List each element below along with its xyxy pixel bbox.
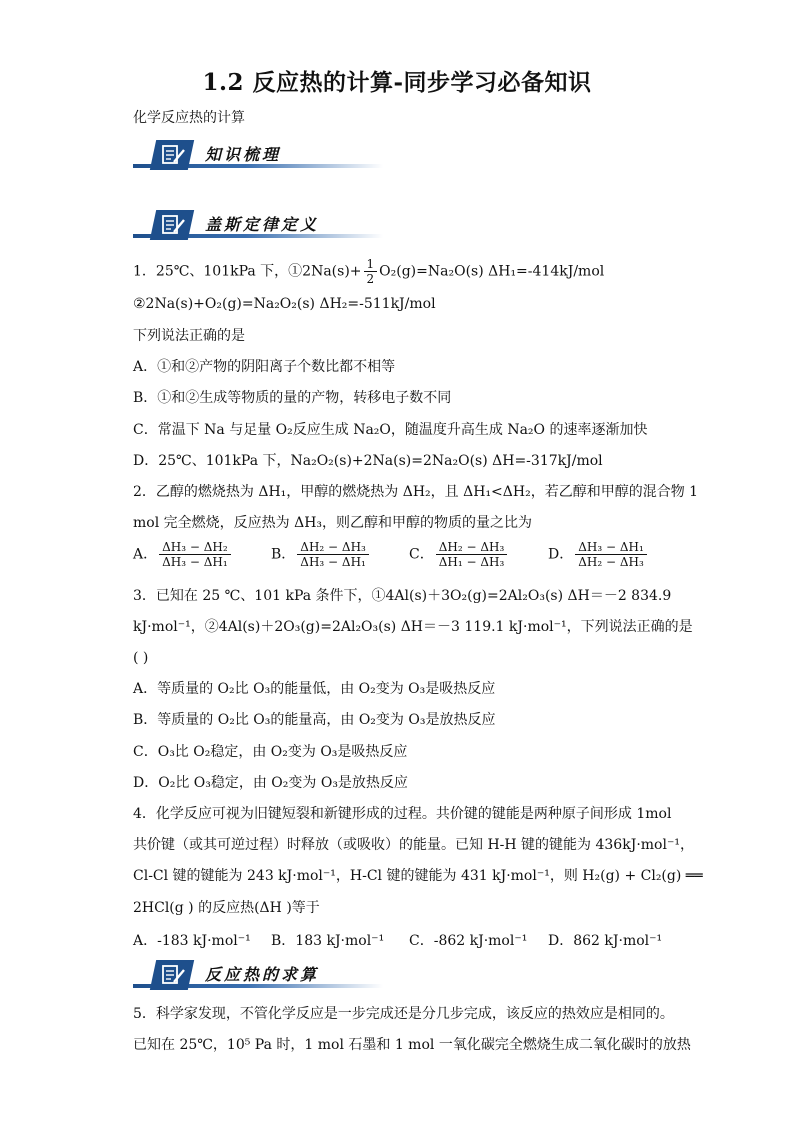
q2-line-1: 2．乙醇的燃烧热为 ΔH₁，甲醇的燃烧热为 ΔH₂，且 ΔH₁<ΔH₂，若乙醇和甲醇的混合物 1 [133, 484, 699, 500]
q3-line-2: kJ·mol⁻¹，②4Al(s)＋2O₃(g)=2Al₂O₃(s) ΔH＝－3 119.1 kJ·mol⁻¹，下列说法正确的是 [133, 619, 693, 635]
q1-option-c: C．常温下 Na 与足量 O₂反应生成 Na₂O，随温度升高生成 Na₂O 的速率逐渐加快 [133, 422, 648, 438]
q3-option-c: C．O₃比 O₂稳定，由 O₂变为 O₃是吸热反应 [133, 744, 408, 760]
q1-equation-2: ②2Na(s)+O₂(g)=Na₂O₂(s) ΔH₂=-511kJ/mol [133, 296, 436, 312]
q2-option-a [133, 540, 233, 569]
q2-option-b [271, 540, 371, 569]
section-banner-knowledge [133, 140, 383, 174]
q2-line-2: mol 完全燃烧，反应热为 ΔH₃，则乙醇和甲醇的物质的量之比为 [133, 515, 533, 531]
q3-line-1: 3．已知在 25 ℃、101 kPa 条件下，①4Al(s)＋3O₂(g)=2Al₂O₃(s) ΔH＝－2 834.9 [133, 588, 672, 604]
q3-option-b: B．等质量的 O₂比 O₃的能量高，由 O₂变为 O₃是放热反应 [133, 712, 496, 728]
q4-option-c: C．-862 kJ·mol⁻¹ [409, 933, 528, 949]
fraction-denominator: ΔH₂ − ΔH₃ [578, 555, 644, 569]
fraction-numerator: ΔH₃ − ΔH₁ [575, 540, 647, 555]
option-label: B． [271, 546, 296, 563]
option-label: C． [409, 546, 434, 563]
fraction-denominator: ΔH₁ − ΔH₃ [438, 555, 505, 569]
fraction [297, 540, 369, 569]
section-banner-reaction-heat [133, 960, 383, 994]
page-title: 1.2 反应热的计算-同步学习必备知识 [202, 69, 592, 96]
fraction-denominator: ΔH₃ − ΔH₁ [300, 555, 366, 569]
q1-equation-1-suffix: O₂(g)=Na₂O(s) ΔH₁=-414kJ/mol [379, 263, 605, 280]
q1-equation-1-prefix: 1．25℃、101kPa 下，①2Na(s)+ [133, 263, 362, 280]
q2-option-d [548, 540, 649, 569]
notepad-pencil-icon [157, 962, 189, 988]
option-label: A． [133, 546, 158, 563]
section-title: 盖斯定律定义 [205, 215, 320, 234]
q4-line-2: 共价键（或其可逆过程）时释放（或吸收）的能量。已知 H-H 键的键能为 436kJ·mol⁻¹， [133, 837, 694, 853]
option-label: D． [548, 546, 574, 563]
q1-option-b: B．①和②生成等物质的量的产物，转移电子数不同 [133, 390, 452, 406]
fraction-numerator: ΔH₃ − ΔH₂ [159, 540, 231, 555]
q1-line-1 [133, 257, 604, 286]
q4-line-4: 2HCl(g ) 的反应热(ΔH )等于 [133, 900, 320, 916]
fraction-numerator: ΔH₂ − ΔH₃ [436, 540, 508, 555]
q1-option-a: A．①和②产物的阴阳离子个数比都不相等 [133, 359, 396, 375]
section-title: 知识梳理 [205, 145, 282, 164]
fraction-denominator: ΔH₃ − ΔH₁ [162, 555, 228, 569]
q4-option-a: A．-183 kJ·mol⁻¹ [133, 933, 251, 949]
q2-option-c [409, 540, 509, 569]
fraction [364, 257, 378, 286]
q4-option-b: B．183 kJ·mol⁻¹ [271, 933, 385, 949]
page-subtitle: 化学反应热的计算 [133, 110, 245, 126]
q3-option-d: D．O₂比 O₃稳定，由 O₂变为 O₃是放热反应 [133, 775, 408, 791]
q1-option-d: D．25℃、101kPa 下，Na₂O₂(s)+2Na(s)=2Na₂O(s) ΔH=-317kJ/mol [133, 453, 603, 469]
fraction-denominator: 2 [366, 272, 375, 286]
section-banner-hess-law [133, 210, 383, 244]
fraction [159, 540, 231, 569]
q3-option-a: A．等质量的 O₂比 O₃的能量低，由 O₂变为 O₃是吸热反应 [133, 681, 496, 697]
q4-line-3: Cl-Cl 键的键能为 243 kJ·mol⁻¹，H-Cl 键的键能为 431 kJ·mol⁻¹，则 H₂(g) + Cl₂(g) ══ [133, 868, 703, 884]
q5-line-1: 5．科学家发现，不管化学反应是一步完成还是分几步完成，该反应的热效应是相同的。 [133, 1006, 674, 1022]
fraction-numerator: ΔH₂ − ΔH₃ [297, 540, 369, 555]
q5-line-2: 已知在 25℃，10⁵ Pa 时，1 mol 石墨和 1 mol 一氧化碳完全燃烧生成二氧化碳时的放热 [133, 1037, 691, 1053]
fraction-numerator: 1 [364, 257, 378, 272]
section-title: 反应热的求算 [205, 965, 320, 984]
q4-line-1: 4．化学反应可视为旧键短裂和新键形成的过程。共价键的键能是两种原子间形成 1mol [133, 806, 672, 822]
notepad-pencil-icon [157, 142, 189, 168]
q1-stem: 下列说法正确的是 [133, 328, 245, 344]
fraction [575, 540, 647, 569]
notepad-pencil-icon [157, 212, 189, 238]
q3-line-3: ( ) [133, 650, 149, 666]
q4-option-d: D．862 kJ·mol⁻¹ [548, 933, 663, 949]
fraction [436, 540, 508, 569]
